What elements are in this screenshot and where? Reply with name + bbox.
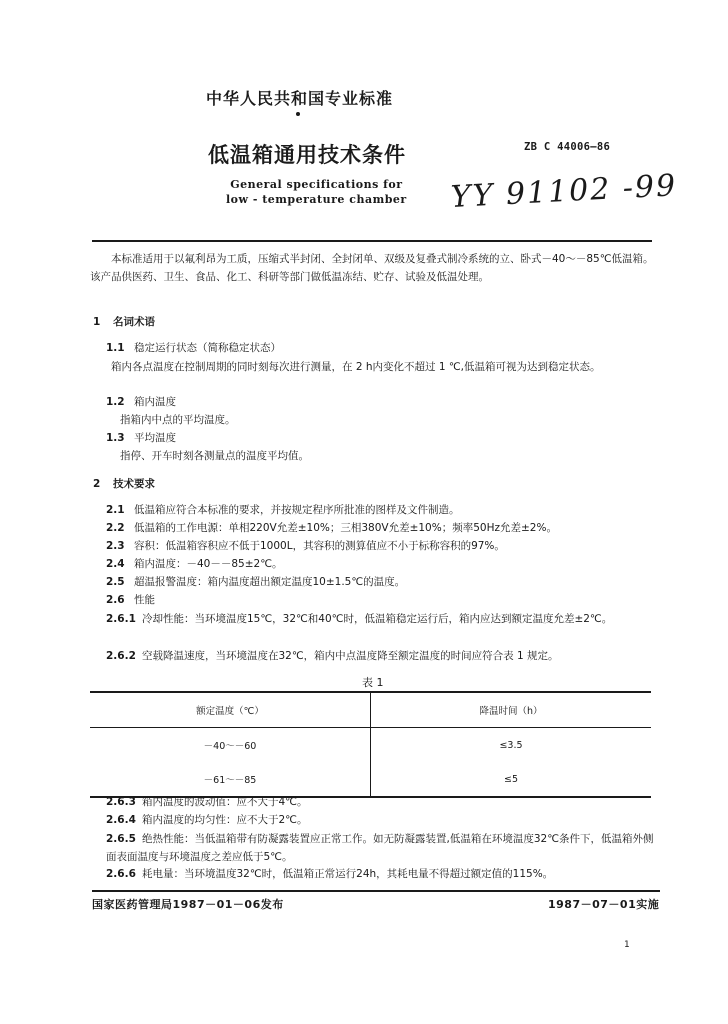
table-1 (90, 691, 651, 798)
document-title: 低温箱通用技术条件 (208, 143, 406, 167)
table-1-caption: 表 1 (362, 676, 384, 689)
clause-2-6-2 (106, 648, 559, 663)
table-cell: －61～－85 (90, 762, 371, 797)
clause-text: 超温报警温度：箱内温度超出额定温度10±1.5℃的温度。 (134, 576, 406, 588)
clause-number: 2.6.2 (106, 650, 136, 662)
page-number: 1 (624, 940, 630, 950)
section-title: 技术要求 (113, 478, 155, 490)
clause-number: 2.6 (106, 594, 125, 606)
clause-text: 箱内温度的波动值：应不大于4℃。 (142, 796, 308, 808)
clause-number: 1.3 (106, 432, 125, 444)
decorative-dot (296, 112, 300, 116)
table-header-row (90, 692, 651, 728)
clause-text: 性能 (134, 594, 155, 606)
clause-number: 2.6.1 (106, 613, 136, 625)
clause-2-6-5 (106, 830, 654, 866)
clause-2-5 (106, 574, 405, 589)
english-title (226, 177, 407, 207)
clause-text: 箱内温度：－40－－85±2℃。 (134, 558, 283, 570)
clause-text: 空载降温速度，当环境温度在32℃，箱内中点温度降至额定温度的时间应符合表 1 规定。 (142, 650, 559, 662)
clause-number: 2.6.6 (106, 868, 136, 880)
clause-number: 2.2 (106, 522, 125, 534)
table-row (90, 762, 651, 797)
clause-1-3 (106, 430, 176, 445)
clause-1-1 (106, 340, 281, 355)
standard-code: ZB C 44006—86 (524, 141, 611, 153)
section-1-heading (93, 314, 155, 329)
clause-2-2 (106, 520, 557, 535)
clause-2-6-4 (106, 812, 307, 827)
footer-divider (92, 890, 660, 892)
section-2-heading (93, 476, 155, 491)
table-header-cell: 降温时间（h） (371, 692, 652, 728)
effective-date: 1987－07－01实施 (548, 898, 660, 911)
english-title-line-1: General specifications for (230, 178, 403, 191)
standard-category-heading: 中华人民共和国专业标准 (206, 89, 394, 108)
clause-text: 低温箱应符合本标准的要求，并按规定程序所批准的图样及文件制造。 (134, 504, 460, 516)
table-cell: ≤3.5 (499, 739, 523, 751)
clause-number: 2.3 (106, 540, 125, 552)
clause-number: 2.6.5 (106, 833, 136, 845)
issue-date: 国家医药管理局1987－01－06发布 (92, 898, 284, 911)
clause-title: 平均温度 (134, 432, 176, 444)
clause-title: 箱内温度 (134, 396, 176, 408)
clause-1-2 (106, 394, 176, 409)
clause-number: 2.6.3 (106, 796, 136, 808)
table-cell: －40～－60 (90, 728, 371, 763)
clause-number: 1.1 (106, 342, 125, 354)
clause-1-2-text: 指箱内中点的平均温度。 (120, 414, 236, 426)
section-number: 1 (93, 316, 101, 328)
clause-2-6 (106, 592, 155, 607)
clause-2-3 (106, 538, 505, 553)
handwritten-standard-code: YY 91102 -99 (450, 168, 678, 215)
clause-text: 容积：低温箱容积应不低于1000L，其容积的测算值应不小于标称容积的97%。 (134, 540, 505, 552)
table-header-cell: 额定温度（℃） (90, 692, 371, 728)
clause-number: 1.2 (106, 396, 125, 408)
clause-text: 箱内温度的均匀性：应不大于2℃。 (142, 814, 308, 826)
section-number: 2 (93, 478, 101, 490)
clause-number: 2.4 (106, 558, 125, 570)
english-title-line-2: low - temperature chamber (226, 193, 407, 206)
scope-paragraph: 本标准适用于以氟利昂为工质，压缩式半封闭、全封闭单、双级及复叠式制冷系统的立、卧式－40～－85℃低温箱。该产品供医药、卫生、食品、化工、科研等部门做低温冻结、贮存、试验及低温处理。 (90, 253, 654, 283)
clause-2-1 (106, 502, 460, 517)
clause-text: 低温箱的工作电源：单相220V允差±10%；三相380V允差±10%；频率50Hz允差±2%。 (134, 522, 557, 534)
clause-text: 冷却性能：当环境温度15℃，32℃和40℃时，低温箱稳定运行后，箱内应达到额定温度允差±2℃。 (142, 613, 613, 625)
section-title: 名词术语 (113, 316, 155, 328)
clause-title: 稳定运行状态（简称稳定状态） (134, 342, 281, 354)
clause-2-4 (106, 556, 283, 571)
clause-number: 2.1 (106, 504, 125, 516)
clause-1-3-text: 指停、开车时刻各测量点的温度平均值。 (120, 450, 309, 462)
clause-text: 绝热性能：当低温箱带有防凝露装置应正常工作。如无防凝露装置,低温箱在环境温度32℃条件下，低温箱外侧面表面温度与环境温度之差应低于5℃。 (106, 833, 654, 863)
clause-2-6-1 (106, 610, 654, 628)
table-row (90, 728, 651, 763)
clause-number: 2.5 (106, 576, 125, 588)
clause-text: 耗电量：当环境温度32℃时，低温箱正常运行24h，其耗电量不得超过额定值的115%。 (142, 868, 554, 880)
clause-number: 2.6.4 (106, 814, 136, 826)
clause-1-1-text: 箱内各点温度在控制周期的同时刻每次进行测量，在 2 h内变化不超过 1 ℃,低温箱可视为达到稳定状态。 (111, 361, 601, 373)
clause-2-6-3 (106, 794, 307, 809)
table-cell: ≤5 (371, 762, 652, 797)
header-divider (92, 240, 652, 242)
clause-2-6-6 (106, 866, 553, 881)
